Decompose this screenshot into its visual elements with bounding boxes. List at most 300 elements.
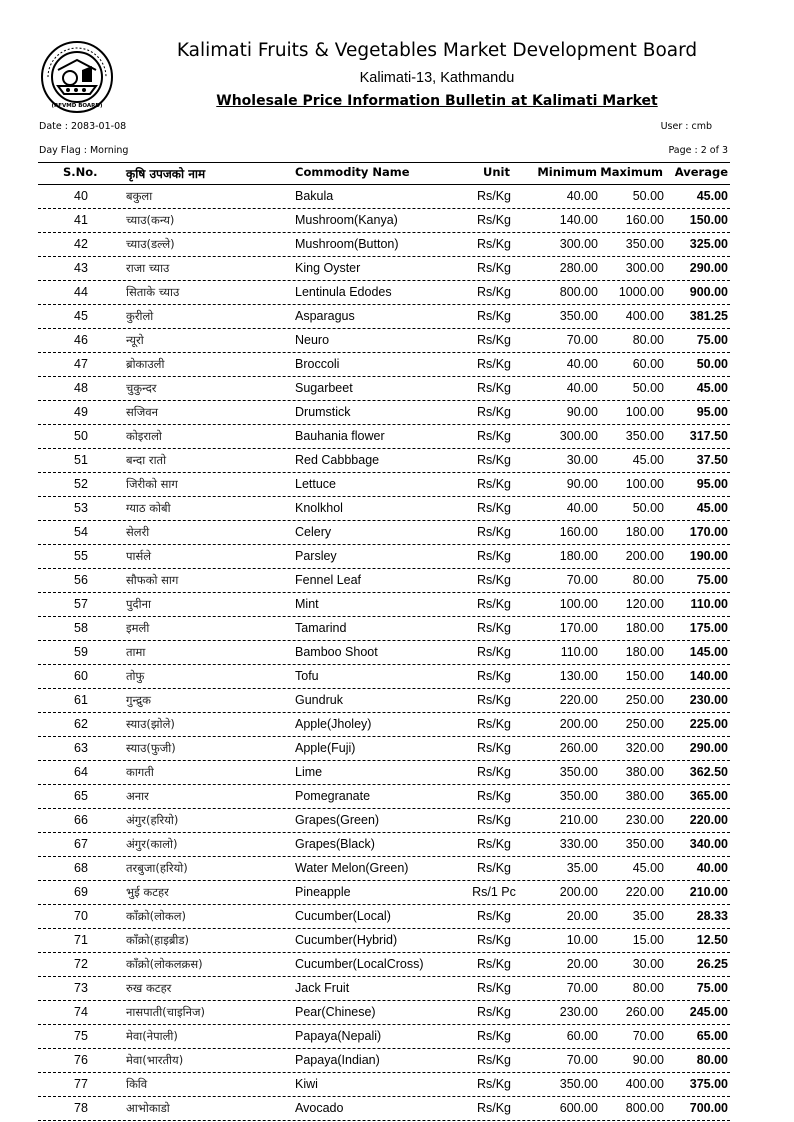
cell-nepali-name: पार्सले: [126, 549, 152, 563]
cell-nepali-name: अनार: [126, 789, 149, 803]
cell-commodity-name: Gundruk: [295, 693, 343, 707]
cell-maximum: 50.00: [632, 381, 664, 395]
cell-unit: Rs/Kg: [476, 1101, 512, 1115]
cell-nepali-name: काँक्रो(लोकलक्रस): [126, 957, 203, 971]
cell-maximum: 80.00: [632, 333, 664, 347]
cell-sno: 54: [74, 525, 88, 539]
cell-commodity-name: Red Cabbbage: [295, 453, 380, 467]
cell-minimum: 70.00: [566, 981, 598, 995]
cell-unit: Rs/Kg: [476, 261, 512, 275]
table-row: [38, 929, 730, 953]
cell-commodity-name: Grapes(Black): [295, 837, 375, 851]
table-row: [38, 281, 730, 305]
cell-commodity-name: Apple(Jholey): [295, 717, 372, 731]
cell-nepali-name: कागती: [126, 765, 154, 779]
cell-maximum: 90.00: [632, 1053, 664, 1067]
cell-minimum: 40.00: [566, 501, 598, 515]
cell-maximum: 50.00: [632, 189, 664, 203]
cell-maximum: 230.00: [625, 813, 664, 827]
cell-minimum: 200.00: [559, 717, 598, 731]
cell-average: 317.50: [689, 429, 728, 443]
cell-commodity-name: Drumstick: [295, 405, 351, 419]
cell-commodity-name: Mushroom(Kanya): [295, 213, 398, 227]
cell-nepali-name: भुई कटहर: [126, 885, 169, 899]
cell-unit: Rs/Kg: [476, 957, 512, 971]
cell-minimum: 70.00: [566, 573, 598, 587]
page-number: Page : 2 of 3: [668, 145, 728, 156]
table-row: [38, 881, 730, 905]
cell-minimum: 110.00: [560, 645, 598, 659]
cell-average: 325.00: [689, 237, 728, 251]
col-header-nepali-name: कृषि उपजको नाम: [126, 167, 206, 181]
cell-nepali-name: सौफको साग: [126, 573, 179, 587]
cell-minimum: 200.00: [559, 885, 598, 899]
cell-commodity-name: Papaya(Indian): [295, 1053, 380, 1067]
cell-unit: Rs/Kg: [476, 405, 512, 419]
cell-average: 65.00: [696, 1029, 728, 1043]
col-header-unit: Unit: [483, 165, 510, 179]
cell-unit: Rs/Kg: [476, 381, 512, 395]
cell-unit: Rs/Kg: [476, 981, 512, 995]
cell-sno: 72: [74, 957, 88, 971]
cell-maximum: 60.00: [632, 357, 664, 371]
cell-commodity-name: Bauhania flower: [295, 429, 385, 443]
table-row: [38, 689, 730, 713]
cell-minimum: 40.00: [566, 189, 598, 203]
cell-sno: 59: [74, 645, 88, 659]
cell-commodity-name: Pear(Chinese): [295, 1005, 376, 1019]
cell-nepali-name: बकुला: [126, 189, 153, 203]
cell-average: 45.00: [696, 381, 728, 395]
cell-minimum: 130.00: [559, 669, 598, 683]
cell-minimum: 70.00: [566, 333, 598, 347]
cell-maximum: 320.00: [625, 741, 664, 755]
cell-nepali-name: जिरीको साग: [126, 477, 178, 491]
table-row: [38, 857, 730, 881]
cell-nepali-name: किवि: [126, 1077, 148, 1091]
cell-sno: 67: [74, 837, 88, 851]
table-row: [38, 905, 730, 929]
table-row: [38, 569, 730, 593]
cell-unit: Rs/Kg: [476, 213, 512, 227]
cell-maximum: 80.00: [632, 573, 664, 587]
cell-commodity-name: Kiwi: [295, 1077, 318, 1091]
cell-sno: 41: [74, 213, 88, 227]
cell-unit: Rs/Kg: [476, 1029, 512, 1043]
cell-minimum: 280.00: [559, 261, 598, 275]
cell-minimum: 40.00: [566, 381, 598, 395]
cell-maximum: 120.00: [625, 597, 664, 611]
cell-commodity-name: Bakula: [295, 189, 334, 203]
cell-average: 230.00: [689, 693, 728, 707]
cell-minimum: 350.00: [559, 1077, 598, 1091]
cell-unit: Rs/Kg: [476, 501, 512, 515]
svg-text:(RFVMD BOARD): (RFVMD BOARD): [51, 103, 103, 109]
cell-average: 75.00: [696, 333, 728, 347]
cell-maximum: 350.00: [625, 837, 664, 851]
cell-unit: Rs/Kg: [476, 717, 512, 731]
cell-minimum: 260.00: [559, 741, 598, 755]
cell-minimum: 10.00: [566, 933, 598, 947]
table-row: [38, 1001, 730, 1025]
cell-maximum: 70.00: [632, 1029, 664, 1043]
cell-sno: 56: [74, 573, 88, 587]
cell-nepali-name: च्याउ(डल्ले): [126, 237, 175, 251]
cell-average: 700.00: [689, 1101, 728, 1115]
cell-average: 190.00: [689, 549, 728, 563]
cell-sno: 69: [74, 885, 88, 899]
cell-nepali-name: अंगुर(कालो): [126, 837, 178, 851]
cell-sno: 70: [74, 909, 88, 923]
cell-minimum: 35.00: [566, 861, 598, 875]
cell-commodity-name: Cucumber(LocalCross): [295, 957, 424, 971]
cell-commodity-name: Parsley: [295, 549, 337, 563]
cell-commodity-name: Pomegranate: [295, 789, 371, 803]
cell-sno: 45: [74, 309, 88, 323]
cell-unit: Rs/Kg: [476, 909, 512, 923]
cell-maximum: 15.00: [632, 933, 664, 947]
cell-sno: 48: [74, 381, 88, 395]
cell-average: 75.00: [696, 573, 728, 587]
cell-nepali-name: स्याउ(झोले): [126, 717, 175, 731]
cell-minimum: 350.00: [559, 765, 598, 779]
cell-maximum: 380.00: [625, 765, 664, 779]
cell-commodity-name: Jack Fruit: [295, 981, 350, 995]
cell-nepali-name: कोइरालो: [126, 429, 162, 443]
table-row: [38, 473, 730, 497]
table-row: [38, 785, 730, 809]
cell-average: 290.00: [689, 741, 728, 755]
cell-nepali-name: ब्रोकाउली: [126, 357, 165, 371]
cell-sno: 74: [74, 1005, 88, 1019]
cell-nepali-name: राजा च्याउ: [126, 261, 170, 275]
cell-commodity-name: Broccoli: [295, 357, 340, 371]
cell-sno: 65: [74, 789, 88, 803]
cell-commodity-name: King Oyster: [295, 261, 361, 275]
cell-commodity-name: Lentinula Edodes: [295, 285, 392, 299]
cell-nepali-name: तामा: [126, 645, 146, 659]
table-row: [38, 401, 730, 425]
cell-nepali-name: स्याउ(फुजी): [126, 741, 176, 755]
cell-maximum: 400.00: [625, 1077, 664, 1091]
cell-nepali-name: आभोकाडो: [126, 1101, 170, 1115]
cell-average: 12.50: [696, 933, 728, 947]
cell-unit: Rs/Kg: [476, 1053, 512, 1067]
cell-sno: 57: [74, 597, 88, 611]
cell-minimum: 330.00: [559, 837, 598, 851]
cell-nepali-name: पुदीना: [126, 597, 151, 611]
cell-commodity-name: Celery: [295, 525, 332, 539]
cell-unit: Rs/Kg: [476, 357, 512, 371]
table-row: [38, 353, 730, 377]
table-row: [38, 305, 730, 329]
cell-minimum: 100.00: [559, 597, 598, 611]
table-row: [38, 1073, 730, 1097]
price-table-body: [38, 185, 730, 1121]
cell-maximum: 35.00: [632, 909, 664, 923]
table-row: [38, 521, 730, 545]
cell-sno: 64: [74, 765, 88, 779]
cell-sno: 60: [74, 669, 88, 683]
col-header-minimum: Minimum: [537, 165, 597, 179]
cell-nepali-name: सिताके च्याउ: [126, 285, 180, 299]
cell-unit: Rs/Kg: [476, 741, 512, 755]
cell-maximum: 80.00: [632, 981, 664, 995]
report-user: User : cmb: [660, 121, 712, 132]
cell-average: 210.00: [689, 885, 728, 899]
cell-unit: Rs/Kg: [476, 837, 512, 851]
cell-commodity-name: Sugarbeet: [295, 381, 353, 395]
cell-nepali-name: मेवा(भारतीय): [126, 1053, 184, 1067]
cell-nepali-name: च्याउ(कन्य): [126, 213, 175, 227]
cell-minimum: 350.00: [559, 789, 598, 803]
col-header-average: Average: [674, 165, 728, 179]
table-row: [38, 737, 730, 761]
cell-nepali-name: मेवा(नेपाली): [126, 1029, 178, 1043]
cell-unit: Rs/Kg: [476, 429, 512, 443]
cell-minimum: 20.00: [566, 909, 598, 923]
cell-average: 80.00: [696, 1053, 728, 1067]
cell-sno: 61: [74, 693, 88, 707]
cell-minimum: 90.00: [566, 477, 598, 491]
cell-minimum: 300.00: [559, 429, 598, 443]
cell-sno: 58: [74, 621, 88, 635]
cell-nepali-name: काँक्रो(हाइब्रीड): [126, 933, 190, 947]
cell-commodity-name: Knolkhol: [295, 501, 343, 515]
cell-nepali-name: नासपाती(चाइनिज): [126, 1005, 205, 1019]
cell-minimum: 300.00: [559, 237, 598, 251]
cell-sno: 43: [74, 261, 88, 275]
cell-average: 170.00: [689, 525, 728, 539]
cell-minimum: 40.00: [566, 357, 598, 371]
table-row: [38, 833, 730, 857]
cell-unit: Rs/Kg: [476, 933, 512, 947]
col-header-sno: S.No.: [63, 165, 98, 179]
cell-sno: 51: [74, 453, 88, 467]
cell-commodity-name: Fennel Leaf: [295, 573, 362, 587]
table-row: [38, 449, 730, 473]
cell-sno: 63: [74, 741, 88, 755]
cell-average: 150.00: [689, 213, 728, 227]
table-row: [38, 617, 730, 641]
table-row: [38, 761, 730, 785]
cell-minimum: 60.00: [566, 1029, 598, 1043]
cell-nepali-name: अंगुर(हरियो): [126, 813, 179, 827]
cell-nepali-name: बन्दा रातो: [126, 453, 167, 467]
cell-average: 28.33: [696, 909, 728, 923]
cell-average: 175.00: [689, 621, 728, 635]
cell-nepali-name: सेलरी: [126, 525, 150, 539]
table-row: [38, 185, 730, 209]
cell-sno: 50: [74, 429, 88, 443]
cell-maximum: 45.00: [632, 861, 664, 875]
cell-sno: 76: [74, 1053, 88, 1067]
col-header-maximum: Maximum: [600, 165, 663, 179]
cell-maximum: 150.00: [625, 669, 664, 683]
cell-minimum: 90.00: [566, 405, 598, 419]
cell-sno: 52: [74, 477, 88, 491]
cell-unit: Rs/1 Pc: [472, 885, 516, 899]
cell-unit: Rs/Kg: [476, 333, 512, 347]
cell-average: 245.00: [689, 1005, 728, 1019]
org-title: Kalimati Fruits & Vegetables Market Development Board: [176, 40, 698, 61]
cell-nepali-name: तरबुजा(हरियो): [126, 861, 188, 875]
org-address: Kalimati-13, Kathmandu: [359, 70, 515, 86]
cell-maximum: 100.00: [625, 405, 664, 419]
cell-average: 45.00: [696, 189, 728, 203]
cell-maximum: 1000.00: [618, 285, 664, 299]
cell-unit: Rs/Kg: [476, 477, 512, 491]
cell-minimum: 800.00: [559, 285, 598, 299]
cell-average: 75.00: [696, 981, 728, 995]
col-header-commodity-name: Commodity Name: [295, 165, 410, 179]
cell-sno: 77: [74, 1077, 88, 1091]
cell-unit: Rs/Kg: [476, 813, 512, 827]
cell-commodity-name: Tamarind: [295, 621, 347, 635]
cell-commodity-name: Lettuce: [295, 477, 337, 491]
cell-unit: Rs/Kg: [476, 597, 512, 611]
cell-unit: Rs/Kg: [476, 693, 512, 707]
cell-commodity-name: Mushroom(Button): [295, 237, 399, 251]
cell-nepali-name: कुरीलो: [126, 309, 154, 323]
table-row: [38, 1025, 730, 1049]
cell-average: 95.00: [696, 405, 728, 419]
cell-nepali-name: इमली: [126, 621, 150, 635]
cell-sno: 42: [74, 237, 88, 251]
table-row: [38, 425, 730, 449]
cell-maximum: 30.00: [632, 957, 664, 971]
table-row: [38, 809, 730, 833]
cell-maximum: 250.00: [625, 717, 664, 731]
cell-maximum: 380.00: [625, 789, 664, 803]
cell-minimum: 220.00: [559, 693, 598, 707]
table-row: [38, 953, 730, 977]
cell-minimum: 180.00: [559, 549, 598, 563]
cell-minimum: 230.00: [559, 1005, 598, 1019]
cell-unit: Rs/Kg: [476, 573, 512, 587]
cell-nepali-name: गुन्द्रुक: [126, 693, 151, 707]
cell-commodity-name: Papaya(Nepali): [295, 1029, 382, 1043]
table-row: [38, 233, 730, 257]
cell-minimum: 20.00: [566, 957, 598, 971]
table-row: [38, 713, 730, 737]
cell-nepali-name: ग्याठ कोबी: [126, 501, 171, 515]
cell-commodity-name: Pineapple: [295, 885, 351, 899]
cell-sno: 73: [74, 981, 88, 995]
cell-commodity-name: Cucumber(Hybrid): [295, 933, 398, 947]
cell-average: 37.50: [696, 453, 728, 467]
cell-nepali-name: रुख कटहर: [126, 981, 172, 995]
cell-average: 365.00: [689, 789, 728, 803]
cell-sno: 44: [74, 285, 88, 299]
cell-unit: Rs/Kg: [476, 525, 512, 539]
cell-maximum: 800.00: [625, 1101, 664, 1115]
cell-sno: 55: [74, 549, 88, 563]
cell-commodity-name: Tofu: [295, 669, 319, 683]
cell-unit: Rs/Kg: [476, 765, 512, 779]
cell-nepali-name: काँक्रो(लोकल): [126, 909, 186, 923]
cell-maximum: 180.00: [625, 645, 664, 659]
cell-minimum: 170.00: [559, 621, 598, 635]
cell-maximum: 400.00: [625, 309, 664, 323]
cell-sno: 49: [74, 405, 88, 419]
day-flag: Day Flag : Morning: [39, 145, 129, 156]
cell-nepali-name: सजिवन: [126, 405, 159, 419]
table-row: [38, 665, 730, 689]
cell-nepali-name: न्यूरो: [126, 333, 144, 347]
cell-average: 225.00: [689, 717, 728, 731]
cell-unit: Rs/Kg: [476, 669, 512, 683]
table-header: [38, 163, 730, 183]
cell-unit: Rs/Kg: [476, 285, 512, 299]
cell-commodity-name: Cucumber(Local): [295, 909, 391, 923]
cell-nepali-name: चुकुन्दर: [126, 381, 157, 395]
cell-unit: Rs/Kg: [476, 453, 512, 467]
table-row: [38, 377, 730, 401]
table-row: [38, 497, 730, 521]
cell-average: 95.00: [696, 477, 728, 491]
table-row: [38, 1049, 730, 1073]
cell-average: 290.00: [689, 261, 728, 275]
cell-minimum: 140.00: [559, 213, 598, 227]
table-row: [38, 593, 730, 617]
cell-sno: 47: [74, 357, 88, 371]
cell-commodity-name: Water Melon(Green): [295, 861, 409, 875]
cell-sno: 66: [74, 813, 88, 827]
cell-maximum: 300.00: [625, 261, 664, 275]
cell-average: 40.00: [696, 861, 728, 875]
cell-average: 220.00: [689, 813, 728, 827]
table-row: [38, 1097, 730, 1121]
table-row: [38, 545, 730, 569]
cell-unit: Rs/Kg: [476, 621, 512, 635]
cell-commodity-name: Asparagus: [295, 309, 355, 323]
cell-maximum: 100.00: [625, 477, 664, 491]
cell-sno: 75: [74, 1029, 88, 1043]
cell-unit: Rs/Kg: [476, 645, 512, 659]
cell-nepali-name: तोफु: [126, 669, 145, 683]
cell-maximum: 180.00: [625, 621, 664, 635]
cell-maximum: 250.00: [625, 693, 664, 707]
cell-average: 900.00: [689, 285, 728, 299]
cell-average: 381.25: [689, 309, 728, 323]
cell-commodity-name: Lime: [295, 765, 323, 779]
cell-sno: 71: [74, 933, 88, 947]
cell-minimum: 70.00: [566, 1053, 598, 1067]
cell-minimum: 350.00: [559, 309, 598, 323]
cell-minimum: 210.00: [559, 813, 598, 827]
table-row: [38, 977, 730, 1001]
cell-unit: Rs/Kg: [476, 549, 512, 563]
cell-average: 340.00: [689, 837, 728, 851]
table-row: [38, 641, 730, 665]
cell-maximum: 45.00: [632, 453, 664, 467]
cell-maximum: 350.00: [625, 429, 664, 443]
cell-minimum: 160.00: [559, 525, 598, 539]
cell-commodity-name: Bamboo Shoot: [295, 645, 378, 659]
cell-average: 26.25: [696, 957, 728, 971]
cell-unit: Rs/Kg: [476, 237, 512, 251]
cell-sno: 68: [74, 861, 88, 875]
cell-unit: Rs/Kg: [476, 309, 512, 323]
table-row: [38, 209, 730, 233]
table-row: [38, 329, 730, 353]
cell-average: 110.00: [690, 597, 728, 611]
cell-commodity-name: Mint: [295, 597, 319, 611]
bulletin-title: Wholesale Price Information Bulletin at Kalimati Market: [216, 93, 658, 109]
cell-sno: 40: [74, 189, 88, 203]
cell-minimum: 30.00: [566, 453, 598, 467]
